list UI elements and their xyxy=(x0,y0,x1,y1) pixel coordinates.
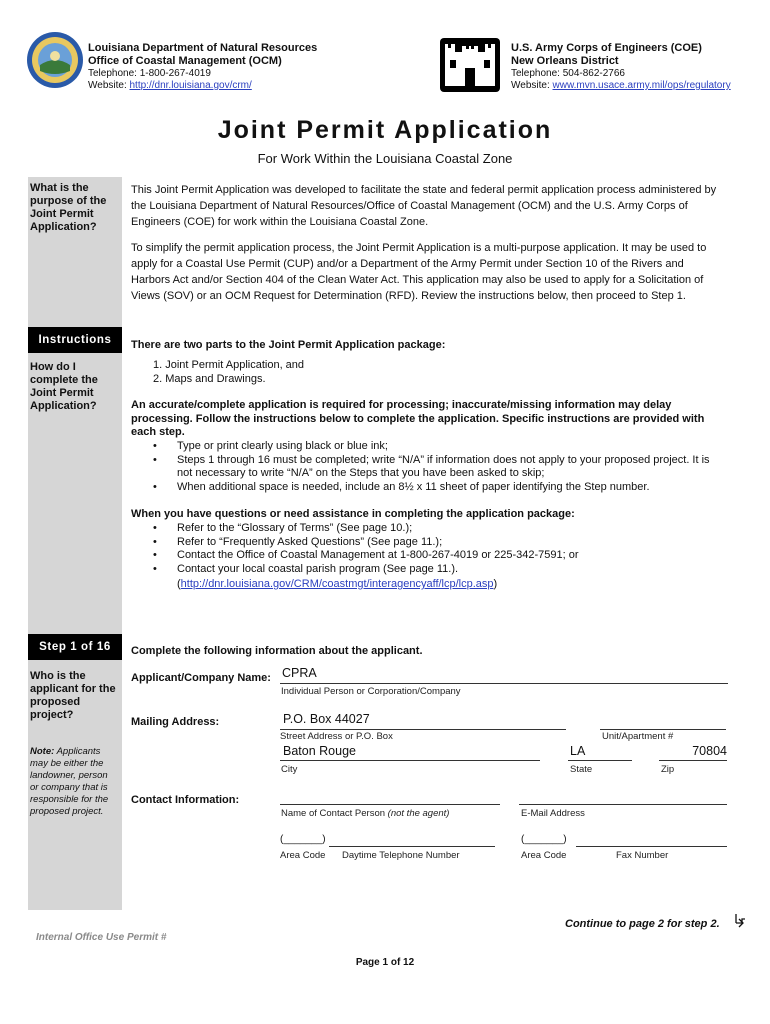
usace-website-label: Website: xyxy=(511,80,553,91)
page-number: Page 1 of 12 xyxy=(355,957,415,968)
street-field[interactable]: P.O. Box 44027 xyxy=(280,712,566,730)
contact-label: Contact Information: xyxy=(131,794,240,806)
city-field[interactable]: Baton Rouge xyxy=(280,744,540,761)
page-subtitle: For Work Within the Louisiana Coastal Zone xyxy=(257,151,513,166)
purpose-paragraph-1: This Joint Permit Application was developed to facilitate the state and federal permit application process administered by the Louisiana Department of Natural Resources/Office of Coastal Management (OCM) and the U.S. Army Corps of Engineers (COE) for work within the Louisiana Coastal Zone. xyxy=(131,184,717,228)
list-item: • Refer to the “Glossary of Terms” (See page 10.); xyxy=(131,522,721,536)
city-caption: City xyxy=(281,764,298,775)
applicant-caption: Individual Person or Corporation/Company xyxy=(281,686,461,697)
ldnr-name: Louisiana Department of Natural Resources xyxy=(88,42,318,54)
who-question: Who is the applicant for the proposed project? xyxy=(30,670,116,721)
usace-name: U.S. Army Corps of Engineers (COE) xyxy=(511,42,702,54)
daytime-caption: Daytime Telephone Number xyxy=(342,850,460,861)
continue-text: Continue to page 2 for step 2. xyxy=(565,918,720,930)
area-code-caption: Area Code xyxy=(280,850,326,861)
contact-name-field[interactable] xyxy=(280,790,500,805)
list-item: • Steps 1 through 16 must be completed; write “N/A” if information does not apply to your proposed project. It is not necessary to write “N/A” on the Steps that you have been asked to skip; xyxy=(131,454,721,481)
continue-note xyxy=(565,918,720,930)
contact-name-note: (not the agent) xyxy=(387,808,450,819)
question-bullets xyxy=(131,522,721,576)
applicant-name-field[interactable]: CPRA xyxy=(280,666,728,684)
accuracy-heading: An accurate/complete application is required for processing; inaccurate/missing information may delay processing. Follow the instructions below to complete the application. Specific instructions are provided with each step. xyxy=(131,399,705,438)
purpose-paragraph-2: To simplify the permit application process, the Joint Permit Application is a multi-purpose application. It may be used to apply for a Coastal Use Permit (CUP) and/or a Department of the Army Permit under Section 10 of the Rivers and Harbors Act and/or Section 404 of the Clean Water Act. This application may also be used to apply for a Solicitation of Views (SOV) or an OCM Request for Determination (RFD). Review the instructions below, then proceed to Step 1. xyxy=(131,242,707,302)
lcp-link[interactable]: http://dnr.louisiana.gov/CRM/coastmgt/interagencyaff/lcp/lcp.asp xyxy=(180,578,494,590)
note-label: Note: xyxy=(30,746,55,757)
army-corps-castle-icon xyxy=(440,38,500,92)
zip-field[interactable]: 70804 xyxy=(659,744,727,761)
note-text: Applicants may be either the landowner, person or company that is responsible for the proposed project. xyxy=(30,746,109,817)
zip-caption: Zip xyxy=(661,764,675,775)
applicant-note xyxy=(30,746,118,818)
usace-website-link[interactable]: www.mvn.usace.army.mil/ops/regulatory xyxy=(552,80,731,91)
lcp-close-paren: ) xyxy=(493,578,498,590)
ocm-website-link[interactable]: http://dnr.louisiana.gov/crm/ xyxy=(129,80,252,91)
street-caption: Street Address or P.O. Box xyxy=(280,731,393,742)
ldnr-seal-logo xyxy=(26,31,84,89)
applicant-label: Applicant/Company Name: xyxy=(131,672,271,684)
unit-field[interactable] xyxy=(600,712,726,730)
mailing-label: Mailing Address: xyxy=(131,716,220,728)
email-field[interactable] xyxy=(519,790,727,805)
lcp-open-paren: ( xyxy=(177,578,181,590)
contact-name-caption: Name of Contact Person xyxy=(281,808,386,819)
fax-field[interactable] xyxy=(576,834,727,847)
state-caption: State xyxy=(570,764,593,775)
usace-district: New Orleans District xyxy=(511,55,619,67)
state-field[interactable]: LA xyxy=(568,744,632,761)
email-caption: E-Mail Address xyxy=(521,808,585,819)
part-item: 2. Maps and Drawings. xyxy=(153,372,266,385)
parts-heading: There are two parts to the Joint Permit Application package: xyxy=(131,339,446,351)
fax-area-code-field[interactable]: (_______) xyxy=(521,834,567,845)
list-item: • Refer to “Frequently Asked Questions” (See page 11.); xyxy=(131,536,721,550)
ocm-website-label: Website: xyxy=(88,80,130,91)
ocm-phone: Telephone: 1-800-267-4019 xyxy=(88,68,211,79)
part-item: 1. Joint Permit Application, and xyxy=(153,359,305,371)
page-title: Joint Permit Application xyxy=(217,116,553,144)
list-item: • Type or print clearly using black or blue ink; xyxy=(131,440,721,454)
ocm-name: Office of Coastal Management (OCM) xyxy=(88,55,282,67)
list-item: • When additional space is needed, include an 8½ x 11 sheet of paper identifying the Step number. xyxy=(131,481,721,495)
list-item: • Contact your local coastal parish program (See page 11.). xyxy=(131,563,721,577)
step-band: Step 1 of 16 xyxy=(28,634,122,660)
hand-arrow-icon xyxy=(733,913,747,929)
daytime-phone-field[interactable] xyxy=(329,834,495,847)
phone-area-code-field[interactable]: (_______) xyxy=(280,834,326,845)
usace-castle-logo xyxy=(440,38,500,92)
step1-heading: Complete the following information about the applicant. xyxy=(131,645,423,657)
internal-use-label: Internal Office Use Permit # xyxy=(36,932,167,943)
purpose-question: What is the purpose of the Joint Permit Application? xyxy=(30,182,107,233)
usace-phone: Telephone: 504-862-2766 xyxy=(511,68,625,79)
list-item: • Contact the Office of Coastal Management at 1-800-267-4019 or 225-342-7591; or xyxy=(131,549,721,563)
instruction-bullets xyxy=(131,440,721,494)
instructions-band: Instructions xyxy=(28,327,122,353)
how-question: How do I complete the Joint Permit Application? xyxy=(30,361,98,412)
fax-caption: Fax Number xyxy=(616,850,669,861)
louisiana-dnr-seal-icon xyxy=(26,31,84,89)
unit-caption: Unit/Apartment # xyxy=(602,731,674,742)
fax-area-code-caption: Area Code xyxy=(521,850,567,861)
questions-heading: When you have questions or need assistance in completing the application package: xyxy=(131,508,575,520)
